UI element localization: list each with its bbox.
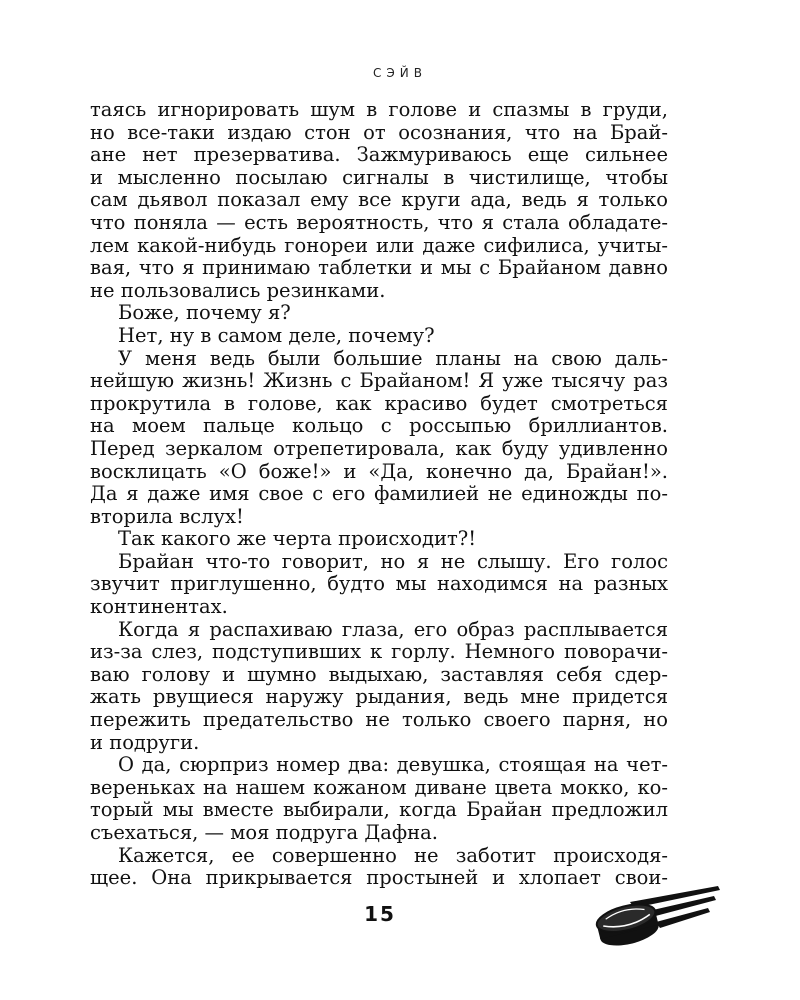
text-line: восклицать «О боже!» и «Да, конечно да, Брайан!». xyxy=(90,459,668,483)
text-line: Когда я распахиваю глаза, его образ расплывается xyxy=(118,617,668,641)
text-line: но все-таки издаю стон от осознания, что на Брай- xyxy=(90,120,668,144)
text-line: сам дьявол показал ему все круги ада, ведь я только xyxy=(90,188,668,212)
text-line: вереньках на нашем кожаном диване цвета мокко, ко- xyxy=(90,775,668,799)
text-line: вая, что я принимаю таблетки и мы с Брайаном давно xyxy=(90,256,668,280)
text-line: торый мы вместе выбирали, когда Брайан предложил xyxy=(90,798,668,822)
text-line: и подруги. xyxy=(90,730,200,754)
text-line: Боже, почему я? xyxy=(118,301,291,325)
text-line: что поняла — есть вероятность, что я стала обладате- xyxy=(90,210,668,234)
text-line: Так какого же черта происходит?! xyxy=(118,527,477,551)
page-number: 15 xyxy=(364,902,396,926)
text-line: Да я даже имя свое с его фамилией не единожды по- xyxy=(90,482,668,506)
running-head-title: СЭЙВ xyxy=(373,66,427,80)
text-line: звучит приглушенно, будто мы находимся на разных xyxy=(90,572,668,596)
text-line: Перед зеркалом отрепетировала, как буду удивленно xyxy=(90,436,668,460)
text-line: вторила вслух! xyxy=(90,504,244,528)
text-line: на моем пальце кольцо с россыпью бриллиантов. xyxy=(90,414,668,438)
text-line: ане нет презерватива. Зажмуриваюсь еще сильнее xyxy=(90,143,668,167)
hockey-puck-icon xyxy=(590,880,730,950)
text-line: Брайан что-то говорит, но я не слышу. Его голос xyxy=(118,549,668,573)
puck-body xyxy=(594,899,661,950)
text-line: прокрутила в голове, как красиво будет смотреться xyxy=(90,391,668,415)
text-line: не пользовались резинками. xyxy=(90,278,386,302)
text-line: таясь игнорировать шум в голове и спазмы в груди, xyxy=(90,98,668,121)
text-line: жать рвущиеся наружу рыдания, ведь мне придется xyxy=(90,685,668,709)
text-line: и мысленно посылаю сигналы в чистилище, чтобы xyxy=(90,165,668,189)
text-line: лем какой-нибудь гонореи или даже сифилиса, учиты- xyxy=(90,233,668,257)
text-line: континентах. xyxy=(90,595,228,619)
text-line: из-за слез, подступивших к горлу. Немного поворачи- xyxy=(90,640,668,664)
text-line: щее. Она прикрывается простыней и хлопает свои- xyxy=(90,866,668,890)
text-line: Нет, ну в самом деле, почему? xyxy=(118,323,435,347)
text-line: нейшую жизнь! Жизнь с Брайаном! Я уже тысячу раз xyxy=(90,369,668,393)
text-line: О да, сюрприз номер два: девушка, стоящая на чет- xyxy=(118,753,668,777)
text-line: Кажется, ее совершенно не заботит происходя- xyxy=(118,843,668,867)
text-line: У меня ведь были большие планы на свою даль- xyxy=(118,346,668,370)
text-line: пережить предательство не только своего парня, но xyxy=(90,708,668,732)
text-line: ваю голову и шумно выдыхаю, заставляя себя сдер- xyxy=(90,662,668,686)
body-text xyxy=(90,99,668,890)
text-line: съехаться, — моя подруга Дафна. xyxy=(90,821,438,844)
